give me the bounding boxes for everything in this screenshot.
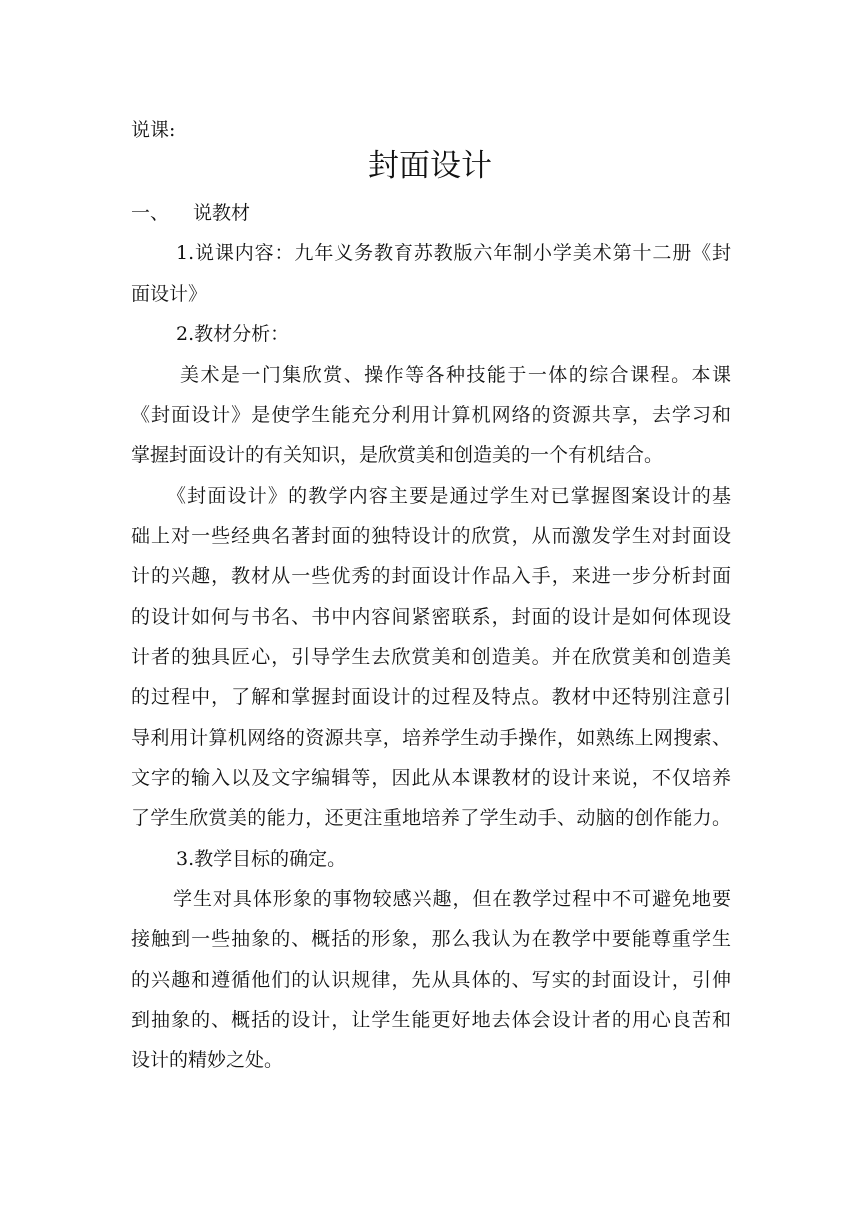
para2-line: 《封面设计》的教学内容主要是通过学生对已掌握图案设计的基	[167, 485, 731, 507]
para3-line: 的兴趣和遵循他们的认识规律，先从具体的、写实的封面设计，引伸	[131, 969, 731, 991]
para3-line: 学生对具体形象的事物较感兴趣，但在教学过程中不可避免地要	[173, 888, 731, 910]
para1-line: 掌握封面设计的有关知识，是欣赏美和创造美的一个有机结合。	[131, 444, 664, 466]
para2-line: 础上对一些经典名著封面的独特设计的欣赏，从而激发学生对封面设	[131, 525, 731, 547]
para1-line: 《封面设计》是使学生能充分利用计算机网络的资源共享，去学习和	[131, 404, 731, 426]
para3-line: 到抽象的、概括的设计，让学生能更好地去体会设计者的用心良苦和	[131, 1009, 731, 1031]
page-title: 封面设计	[368, 148, 492, 184]
section-number: 一、	[131, 202, 170, 224]
para3-line: 设计的精妙之处。	[131, 1049, 284, 1071]
item1-line1: 1.说课内容：九年义务教育苏教版六年制小学美术第十二册《封	[176, 242, 731, 264]
para2-line: 了学生欣赏美的能力，还更注重地培养了学生动手、动脑的创作能力。	[131, 807, 731, 829]
section-title: 说教材	[193, 202, 251, 224]
para2-line: 计者的独具匠心，引导学生去欣赏美和创造美。并在欣赏美和创造美	[131, 646, 731, 668]
para2-line: 的设计如何与书名、书中内容间紧密联系，封面的设计是如何体现设	[131, 606, 731, 628]
para2-line: 文字的输入以及文字编辑等，因此从本课教材的设计来说，不仅培养	[131, 767, 731, 789]
para2-line: 导利用计算机网络的资源共享，培养学生动手操作，如熟练上网搜索、	[131, 727, 731, 749]
para2-line: 的过程中，了解和掌握封面设计的过程及特点。教材中还特别注意引	[131, 686, 731, 708]
para2-line: 计的兴趣，教材从一些优秀的封面设计作品入手，来进一步分析封面	[131, 565, 731, 587]
doc-label: 说课:	[131, 119, 176, 141]
item2-heading: 2.教材分析：	[176, 323, 290, 345]
para3-line: 接触到一些抽象的、概括的形象，那么我认为在教学中要能尊重学生	[131, 928, 731, 950]
item1-line2: 面设计》	[131, 283, 208, 305]
para1-line: 美术是一门集欣赏、操作等各种技能于一体的综合课程。本课	[180, 364, 731, 386]
item3-heading: 3.教学目标的确定。	[176, 848, 347, 870]
